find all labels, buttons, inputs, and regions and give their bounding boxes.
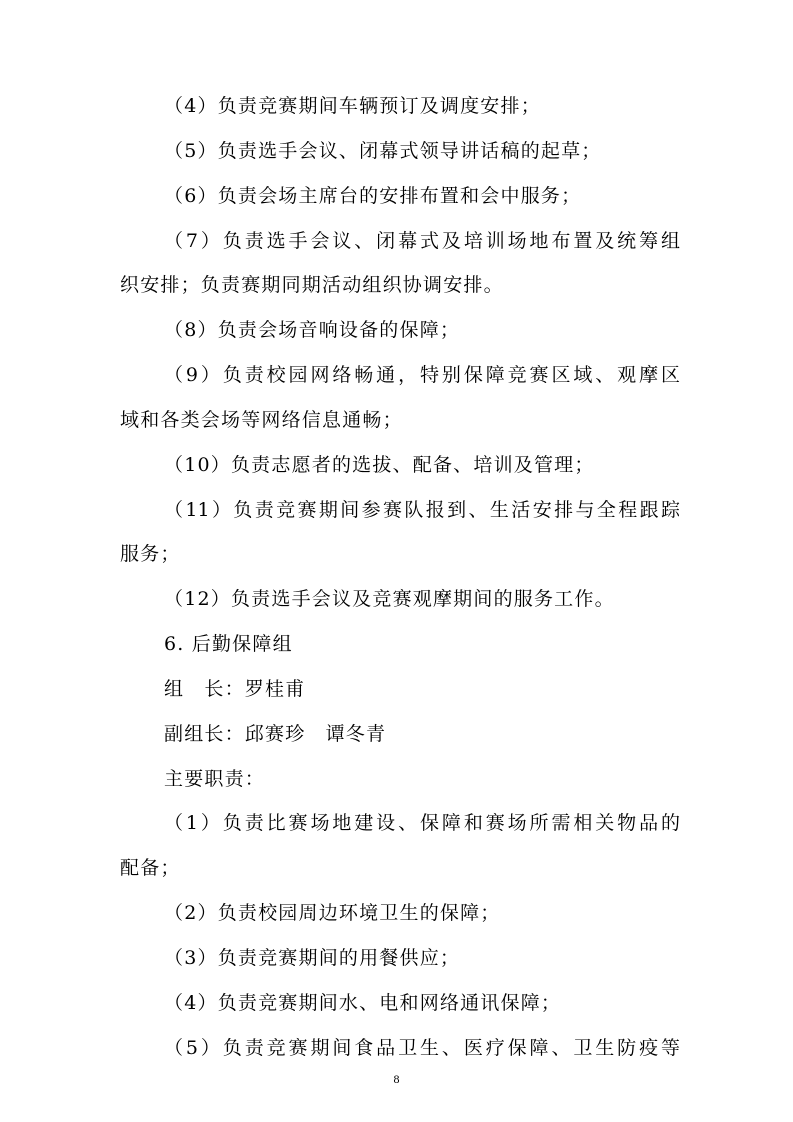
text-line: 服务； — [120, 543, 181, 566]
text-line: （9）负责校园网络畅通，特别保障竞赛区域、观摩区 — [164, 364, 680, 387]
text-line: 域和各类会场等网络信息通畅； — [120, 408, 403, 431]
text-line: （8）负责会场音响设备的保障； — [164, 319, 461, 342]
text-line: 织安排；负责赛期同期活动组织协调安排。 — [120, 274, 504, 297]
text-line: （6）负责会场主席台的安排布置和会中服务； — [164, 184, 582, 207]
text-line: （5）负责选手会议、闭幕式领导讲话稿的起草； — [164, 139, 602, 162]
text-line: （7）负责选手会议、闭幕式及培训场地布置及统筹组 — [164, 229, 680, 252]
text-line: （1）负责比赛场地建设、保障和赛场所需相关物品的 — [164, 812, 680, 835]
text-line: （5）负责竞赛期间食品卫生、医疗保障、卫生防疫等 — [164, 1036, 680, 1059]
text-line: 组 长：罗桂甫 — [164, 677, 306, 700]
text-line: 副组长：邱赛珍 谭冬青 — [164, 722, 387, 745]
section-heading: 6. 后勤保障组 — [164, 633, 293, 656]
text-line: （10）负责志愿者的选拔、配备、培训及管理； — [164, 453, 595, 476]
text-line: （11）负责竞赛期间参赛队报到、生活安排与全程跟踪 — [164, 498, 680, 521]
text-line: （12）负责选手会议及竞赛观摩期间的服务工作。 — [164, 588, 615, 611]
text-line: 配备； — [120, 857, 181, 880]
text-line: （3）负责竞赛期间的用餐供应； — [164, 946, 461, 969]
text-line: 主要职责： — [164, 767, 266, 790]
text-line: （4）负责竞赛期间水、电和网络通讯保障； — [164, 991, 562, 1014]
text-line: （2）负责校园周边环境卫生的保障； — [164, 902, 501, 925]
text-line: （4）负责竞赛期间车辆预订及调度安排； — [164, 95, 541, 117]
page-number: 8 — [393, 1071, 400, 1086]
